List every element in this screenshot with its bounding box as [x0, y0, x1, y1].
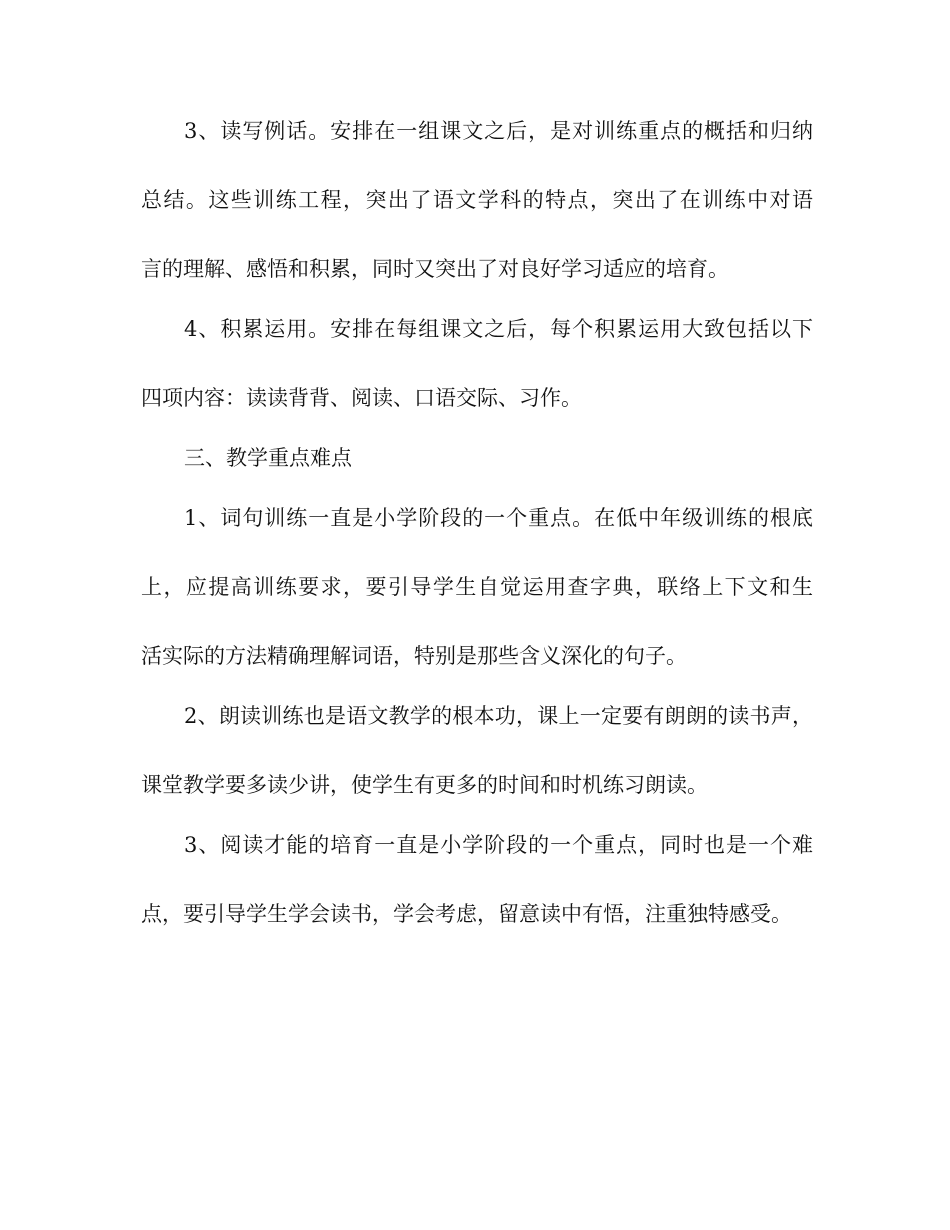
heading-text: 三、教学重点难点 [184, 446, 352, 470]
paragraph-read-write-examples [141, 119, 813, 281]
text-line: 3、阅读才能的培育一直是小学阶段的一个重点，同时也是一个难 [184, 833, 813, 857]
text-line: 3、读写例话。安排在一组课文之后，是对训练重点的概括和归纳 [184, 119, 813, 143]
section-heading [141, 446, 813, 470]
text-line: 4、积累运用。安排在每组课文之后，每个积累运用大致包括以下 [184, 317, 813, 341]
paragraph-reading-aloud [141, 704, 813, 797]
text-line: 点，要引导学生学会读书，学会考虑，留意读中有悟，注重独特感受。 [141, 902, 792, 926]
text-line: 活实际的方法精确理解词语，特别是那些含义深化的句子。 [141, 644, 687, 668]
text-line: 课堂教学要多读少讲，使学生有更多的时间和时机练习朗读。 [141, 773, 708, 797]
text-line: 总结。这些训练工程，突出了语文学科的特点，突出了在训练中对语 [141, 188, 813, 212]
paragraph-word-sentence-training [141, 506, 813, 668]
text-line: 2、朗读训练也是语文教学的根本功，课上一定要有朗朗的读书声， [184, 704, 813, 728]
paragraph-reading-ability [141, 833, 813, 926]
document-body [141, 119, 813, 926]
text-line: 言的理解、感悟和积累，同时又突出了对良好学习适应的培育。 [141, 257, 729, 281]
text-line: 四项内容：读读背背、阅读、口语交际、习作。 [141, 386, 582, 410]
paragraph-accumulate-apply [141, 317, 813, 410]
text-line: 上，应提高训练要求，要引导学生自觉运用查字典，联络上下文和生 [141, 575, 813, 599]
text-line: 1、词句训练一直是小学阶段的一个重点。在低中年级训练的根底 [184, 506, 813, 530]
